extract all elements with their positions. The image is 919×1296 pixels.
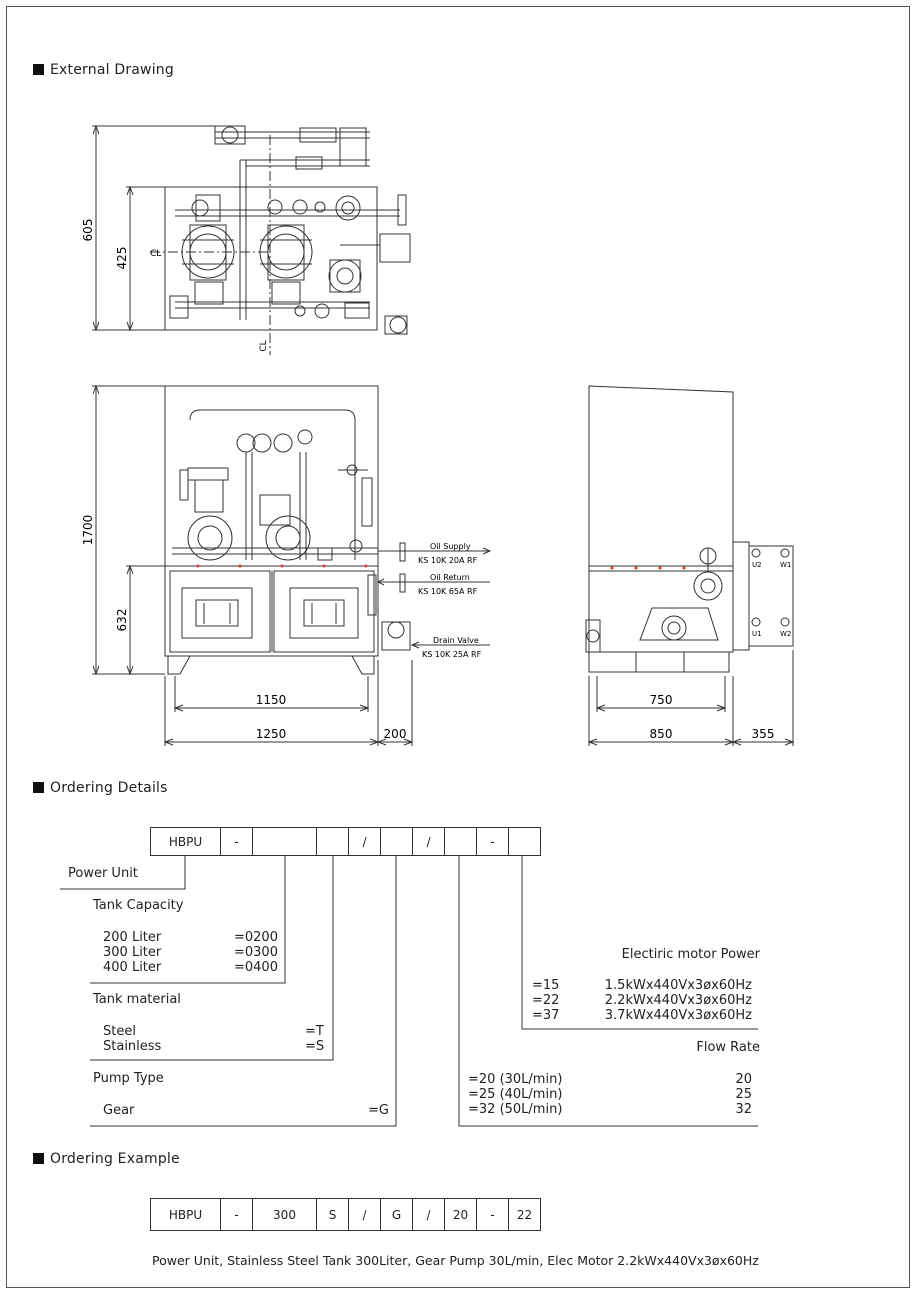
terminal-label: W2 [780, 630, 792, 638]
bullet-square-icon [33, 1153, 44, 1164]
option-text: 1.5kWx440Vx3øx60Hz [604, 978, 752, 993]
section-title: Ordering Example [50, 1151, 180, 1167]
dim-extension: 200 [383, 727, 407, 741]
code-cell [509, 828, 541, 856]
port-spec: KS 10K 20A RF [418, 556, 478, 565]
side-view [586, 386, 793, 746]
example-code-table [150, 1198, 541, 1231]
option-code: =S [305, 1039, 325, 1054]
bullet-square-icon [33, 782, 44, 793]
code-cell: - [477, 828, 509, 856]
option-text: 200 Liter [103, 930, 162, 945]
port-name: Oil Return [430, 573, 470, 582]
code-cell: HBPU [151, 828, 221, 856]
option-value: 32 [735, 1102, 752, 1117]
pump-type-label: Pump Type [93, 1071, 164, 1086]
option-code: =37 [532, 1008, 560, 1023]
option-text: 3.7kWx440Vx3øx60Hz [604, 1008, 752, 1023]
centerline-label: CL [259, 340, 269, 352]
section-title: External Drawing [50, 62, 174, 78]
top-view [92, 126, 410, 355]
code-cell: / [349, 828, 381, 856]
option-text: 2.2kWx440Vx3øx60Hz [604, 993, 752, 1008]
option-text: 300 Liter [103, 945, 162, 960]
option-code: =0200 [234, 930, 278, 945]
option-text: Stainless [103, 1039, 162, 1054]
code-cell: 22 [509, 1199, 541, 1231]
tank-material-label: Tank material [93, 992, 181, 1007]
section-ordering-example [33, 1151, 180, 1167]
code-cell: - [221, 828, 253, 856]
code-cell: / [349, 1199, 381, 1231]
code-cell: 20 [445, 1199, 477, 1231]
option-code: =15 [532, 978, 560, 993]
option-text: Gear [103, 1103, 135, 1118]
option-code: =25 (40L/min) [468, 1087, 563, 1102]
port-name: Drain Valve [433, 636, 479, 645]
option-text: 400 Liter [103, 960, 162, 975]
option-code: =0400 [234, 960, 278, 975]
code-cell [317, 828, 349, 856]
code-cell [381, 828, 413, 856]
port-name: Oil Supply [430, 542, 471, 551]
section-title: Ordering Details [50, 780, 168, 796]
dim-tank-height: 425 [115, 246, 129, 270]
option-code: =32 (50L/min) [468, 1102, 563, 1117]
option-code: =T [305, 1024, 324, 1039]
option-code: =22 [532, 993, 560, 1008]
code-cell: 300 [253, 1199, 317, 1231]
example-description: Power Unit, Stainless Steel Tank 300Liter, Gear Pump 30L/min, Elec Motor 2.2kWx440Vx3øx60Hz [152, 1253, 759, 1268]
option-code: =0300 [234, 945, 278, 960]
dim-inner-width: 750 [649, 693, 673, 707]
dim-total-height: 605 [81, 218, 95, 242]
dim-inner-width: 1150 [255, 693, 287, 707]
code-cell: HBPU [151, 1199, 221, 1231]
motor-power-label: Electiric motor Power [621, 947, 760, 962]
code-cell [445, 828, 477, 856]
code-cell: / [413, 1199, 445, 1231]
ordering-code-table [150, 827, 541, 856]
dim-extension: 355 [751, 727, 775, 741]
code-cell: / [413, 828, 445, 856]
terminal-label: U2 [752, 561, 762, 569]
dim-width: 850 [649, 727, 673, 741]
code-cell: S [317, 1199, 349, 1231]
option-code: =20 (30L/min) [468, 1072, 563, 1087]
code-cell: G [381, 1199, 413, 1231]
option-code: =G [368, 1103, 389, 1118]
dim-base-height: 632 [115, 608, 129, 632]
terminal-label: W1 [780, 561, 792, 569]
centerline-label: CL [150, 249, 162, 259]
port-spec: KS 10K 25A RF [422, 650, 482, 659]
terminal-label: U1 [752, 630, 762, 638]
code-cell [253, 828, 317, 856]
option-value: 20 [735, 1072, 752, 1087]
front-view [92, 386, 490, 746]
dim-total-height: 1700 [81, 514, 95, 546]
power-unit-label: Power Unit [68, 866, 138, 881]
dim-width: 1250 [255, 727, 287, 741]
code-cell: - [477, 1199, 509, 1231]
section-ordering-details [33, 780, 168, 796]
code-cell: - [221, 1199, 253, 1231]
option-text: Steel [103, 1024, 136, 1039]
port-spec: KS 10K 65A RF [418, 587, 478, 596]
tank-capacity-label: Tank Capacity [93, 898, 184, 913]
side-view-markers [611, 567, 686, 570]
flow-rate-label: Flow Rate [696, 1040, 760, 1055]
option-value: 25 [735, 1087, 752, 1102]
